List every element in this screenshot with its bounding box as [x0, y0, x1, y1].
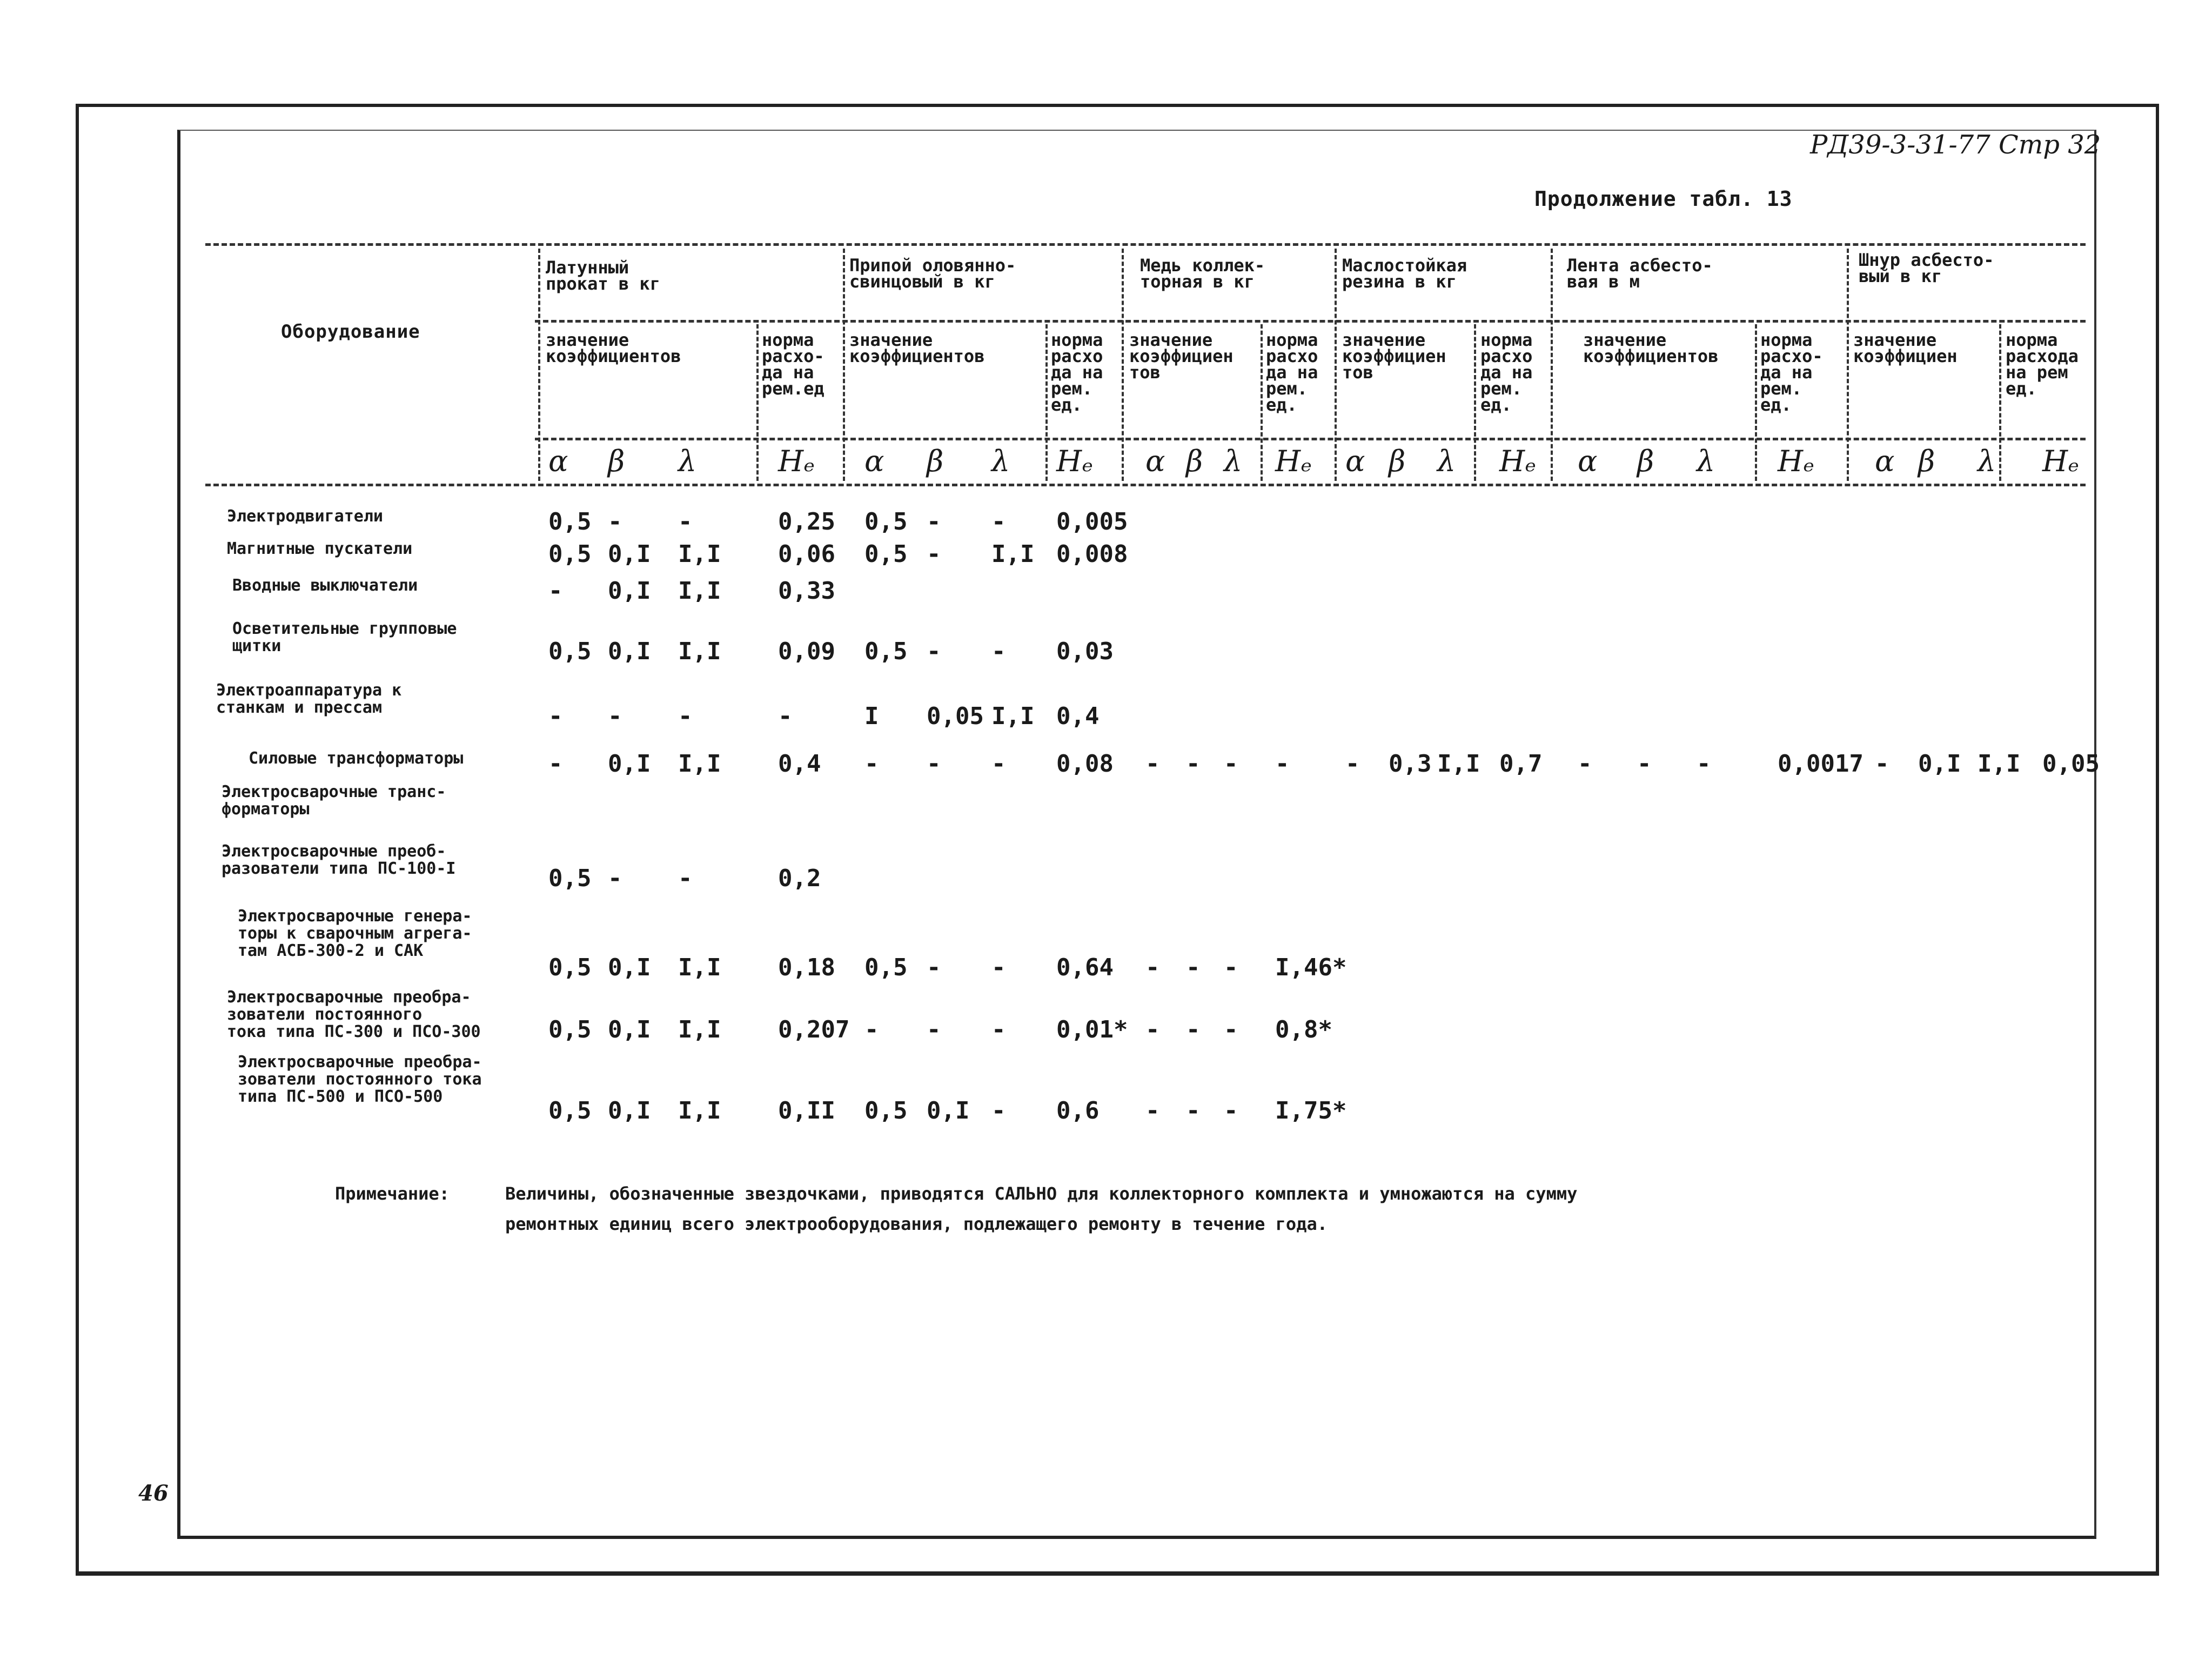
symbol-alpha: α: [1145, 444, 1165, 478]
table-cell: -: [1186, 954, 1201, 981]
note-label: Примечание:: [335, 1183, 450, 1204]
norm-header: норма расхо да на рем. ед.: [1266, 330, 1318, 415]
table-cell: -: [608, 508, 622, 536]
row-label: Осветительные групповые щитки: [232, 619, 457, 655]
table-cell: 0,I: [608, 1016, 651, 1043]
row-label: Электросварочные преобра- зователи постоянного тока типа ПС-300 и ПСО-300: [227, 988, 481, 1041]
table-cell: -: [1224, 954, 1238, 981]
table-cell: 0,5: [864, 540, 908, 568]
table-cell: I,I: [678, 1097, 721, 1124]
table-cell: 0,8*: [1275, 1016, 1332, 1043]
equipment-header: Оборудование: [281, 321, 420, 343]
table-cell: -: [927, 1016, 941, 1043]
table-cell: 0,06: [778, 540, 835, 568]
symbol-lambda: λ: [678, 444, 697, 478]
coef-header: значение коэффициен тов: [1342, 330, 1446, 383]
row-label: Электросварочные преобра- зователи постоянного тока типа ПС-500 и ПСО-500: [238, 1053, 482, 1106]
table-cell: I,I: [991, 702, 1035, 730]
table-cell: -: [864, 750, 879, 778]
symbol-norm: Hₑ: [2042, 444, 2080, 478]
group-divider-rule: [535, 320, 2086, 323]
table-cell: 0,5: [548, 865, 592, 892]
symbol-lambda: λ: [1224, 444, 1243, 478]
table-cell: -: [1875, 750, 1889, 778]
coef-header: значение коэффициентов: [1583, 330, 1719, 366]
symbol-norm: Hₑ: [1275, 444, 1312, 478]
table-cell: -: [1224, 750, 1238, 778]
col-divider: [756, 324, 759, 481]
table-cell: -: [548, 750, 563, 778]
table-cell: I,I: [678, 540, 721, 568]
table-cell: 0,5: [548, 638, 592, 665]
symbol-lambda: λ: [1978, 444, 1996, 478]
table-cell: 0,I: [608, 638, 651, 665]
table-cell: I,75*: [1275, 1097, 1347, 1124]
table-cell: -: [991, 508, 1006, 536]
table-cell: -: [991, 954, 1006, 981]
symbol-beta: β: [1637, 444, 1654, 478]
table-cell: 0,05: [927, 702, 984, 730]
table-cell: -: [1145, 954, 1160, 981]
table-cell: 0,4: [778, 750, 821, 778]
table-cell: -: [991, 1097, 1006, 1124]
table-cell: 0,7: [1499, 750, 1543, 778]
coef-header: значение коэффициен тов: [1129, 330, 1234, 383]
note-line-2: ремонтных единиц всего электрооборудования, подлежащего ремонту в течение года.: [505, 1214, 1328, 1234]
table-cell: I,I: [1437, 750, 1480, 778]
table-cell: 0,I: [608, 540, 651, 568]
table-cell: 0,207: [778, 1016, 850, 1043]
norm-header: норма расхо да на рем. ед.: [1480, 330, 1533, 415]
table-cell: -: [678, 702, 693, 730]
table-cell: 0,II: [778, 1097, 835, 1124]
table-cell: -: [927, 954, 941, 981]
row-label: Электросварочные преоб- разователи типа ПС-100-I: [222, 842, 456, 878]
symbol-lambda: λ: [991, 444, 1010, 478]
table-cell: -: [1224, 1016, 1238, 1043]
table-cell: 0,5: [548, 954, 592, 981]
coef-header: значение коэффициентов: [849, 330, 985, 366]
document-reference: РД39-3-31-77 Стр 32: [1810, 130, 2101, 160]
coef-header: значение коэффициентов: [546, 330, 681, 366]
table-cell: -: [678, 865, 693, 892]
table-cell: -: [1186, 750, 1201, 778]
symbol-norm: Hₑ: [1499, 444, 1537, 478]
col-divider: [538, 249, 540, 481]
table-cell: I,I: [678, 577, 721, 605]
table-cell: -: [927, 638, 941, 665]
table-cell: -: [991, 750, 1006, 778]
table-cell: -: [1186, 1097, 1201, 1124]
row-label: Электродвигатели: [227, 507, 383, 526]
table-cell: 0,4: [1056, 702, 1100, 730]
symbol-alpha: α: [1578, 444, 1598, 478]
symbol-beta: β: [1918, 444, 1935, 478]
table-cell: 0,33: [778, 577, 835, 605]
table-cell: 0,03: [1056, 638, 1114, 665]
table-cell: -: [991, 638, 1006, 665]
table-cell: I,I: [678, 1016, 721, 1043]
table-cell: -: [1637, 750, 1652, 778]
table-cell: 0,5: [548, 1016, 592, 1043]
table-cell: 0,008: [1056, 540, 1128, 568]
row-label: Магнитные пускатели: [227, 539, 413, 558]
row-label: Электроаппаратура к станкам и прессам: [216, 681, 402, 717]
table-cell: I,I: [678, 954, 721, 981]
header-bottom-rule: [205, 484, 2086, 486]
table-cell: 0,09: [778, 638, 835, 665]
table-title: Продолжение табл. 13: [1534, 187, 1793, 211]
table-cell: -: [991, 1016, 1006, 1043]
symbol-lambda: λ: [1697, 444, 1715, 478]
col-divider: [1122, 249, 1124, 481]
col-divider: [1999, 324, 2001, 481]
symbol-beta: β: [927, 444, 944, 478]
table-cell: I: [864, 702, 879, 730]
table-cell: -: [608, 702, 622, 730]
table-cell: -: [864, 1016, 879, 1043]
symbol-alpha: α: [1345, 444, 1365, 478]
table-cell: -: [1697, 750, 1711, 778]
group-header-tape: Лента асбесто- вая в м: [1567, 255, 1713, 292]
table-cell: -: [1578, 750, 1592, 778]
table-cell: -: [548, 577, 563, 605]
table-cell: I,I: [678, 750, 721, 778]
table-cell: I,46*: [1275, 954, 1347, 981]
table-cell: 0,25: [778, 508, 835, 536]
table-cell: -: [778, 702, 793, 730]
table-cell: 0,18: [778, 954, 835, 981]
table-cell: 0,I: [1918, 750, 1961, 778]
subheader-divider-rule: [535, 438, 2086, 440]
symbol-lambda: λ: [1437, 444, 1456, 478]
table-cell: 0,I: [608, 954, 651, 981]
col-divider: [1847, 249, 1849, 481]
note-line-1: Величины, обозначенные звездочками, приводятся САЛЬНО для коллекторного комплекта и умножаются на сумму: [505, 1183, 1578, 1204]
table-cell: I,I: [1978, 750, 2021, 778]
table-cell: 0,5: [864, 954, 908, 981]
table-cell: -: [1275, 750, 1290, 778]
norm-header: норма расхо- да на рем.ед: [762, 330, 825, 399]
table-cell: -: [1145, 1016, 1160, 1043]
norm-header: норма расхо- да на рем. ед.: [1760, 330, 1823, 415]
table-cell: 0,I: [927, 1097, 970, 1124]
table-cell: -: [678, 508, 693, 536]
table-cell: -: [1345, 750, 1360, 778]
col-divider: [1474, 324, 1476, 481]
symbol-beta: β: [1186, 444, 1203, 478]
col-divider: [1261, 324, 1263, 481]
table-cell: I,I: [991, 540, 1035, 568]
table-cell: 0,6: [1056, 1097, 1100, 1124]
symbol-beta: β: [608, 444, 625, 478]
table-cell: 0,64: [1056, 954, 1114, 981]
group-header-solder: Припой оловянно- свинцовый в кг: [849, 255, 1016, 292]
table-cell: 0,I: [608, 750, 651, 778]
symbol-norm: Hₑ: [1778, 444, 1815, 478]
table-cell: -: [608, 865, 622, 892]
group-header-copper: Медь коллек- торная в кг: [1140, 255, 1265, 292]
table-cell: 0,3: [1389, 750, 1432, 778]
row-label: Электросварочные генера- торы к сварочным агрега- там АСБ-300-2 и САК: [238, 907, 472, 960]
table-cell: 0,5: [548, 508, 592, 536]
row-label: Вводные выключатели: [232, 576, 418, 595]
group-header-cord: Шнур асбесто- вый в кг: [1859, 250, 1994, 286]
col-divider: [1755, 324, 1757, 481]
group-header-brass: Латунный прокат в кг: [546, 257, 660, 294]
symbol-beta: β: [1389, 444, 1406, 478]
symbol-norm: Hₑ: [778, 444, 815, 478]
group-header-rubber: Маслостойкая резина в кг: [1342, 255, 1467, 292]
table-cell: 0,5: [548, 1097, 592, 1124]
table-cell: 0,005: [1056, 508, 1128, 536]
row-label: Электросварочные транс- форматоры: [222, 782, 446, 819]
table-cell: 0,5: [548, 540, 592, 568]
row-label: Силовые трансформаторы: [249, 749, 464, 768]
col-divider: [1045, 324, 1048, 481]
table-cell: 0,5: [864, 508, 908, 536]
table-cell: -: [548, 702, 563, 730]
table-cell: 0,5: [864, 638, 908, 665]
table-cell: -: [1224, 1097, 1238, 1124]
col-divider: [1335, 249, 1337, 481]
table-cell: -: [1145, 750, 1160, 778]
table-cell: -: [1186, 1016, 1201, 1043]
table-cell: 0,05: [2042, 750, 2100, 778]
table-cell: 0,I: [608, 577, 651, 605]
col-divider: [843, 249, 845, 481]
symbol-norm: Hₑ: [1056, 444, 1094, 478]
header-top-rule: [205, 243, 2086, 246]
table-cell: 0,2: [778, 865, 821, 892]
norm-header: норма расхо да на рем. ед.: [1051, 330, 1103, 415]
symbol-alpha: α: [864, 444, 884, 478]
table-cell: 0,08: [1056, 750, 1114, 778]
table-cell: 0,I: [608, 1097, 651, 1124]
symbol-alpha: α: [1875, 444, 1895, 478]
norm-header: норма расхода на рем ед.: [2006, 330, 2079, 399]
table-cell: -: [927, 750, 941, 778]
table-cell: -: [927, 540, 941, 568]
table-cell: -: [927, 508, 941, 536]
coef-header: значение коэффициен: [1853, 330, 1958, 366]
table-cell: -: [1145, 1097, 1160, 1124]
table-cell: 0,01*: [1056, 1016, 1128, 1043]
symbol-alpha: α: [548, 444, 568, 478]
table-cell: 0,0017: [1778, 750, 1864, 778]
col-divider: [1551, 249, 1553, 481]
page-number: 46: [138, 1481, 169, 1506]
table-cell: I,I: [678, 638, 721, 665]
table-cell: 0,5: [864, 1097, 908, 1124]
